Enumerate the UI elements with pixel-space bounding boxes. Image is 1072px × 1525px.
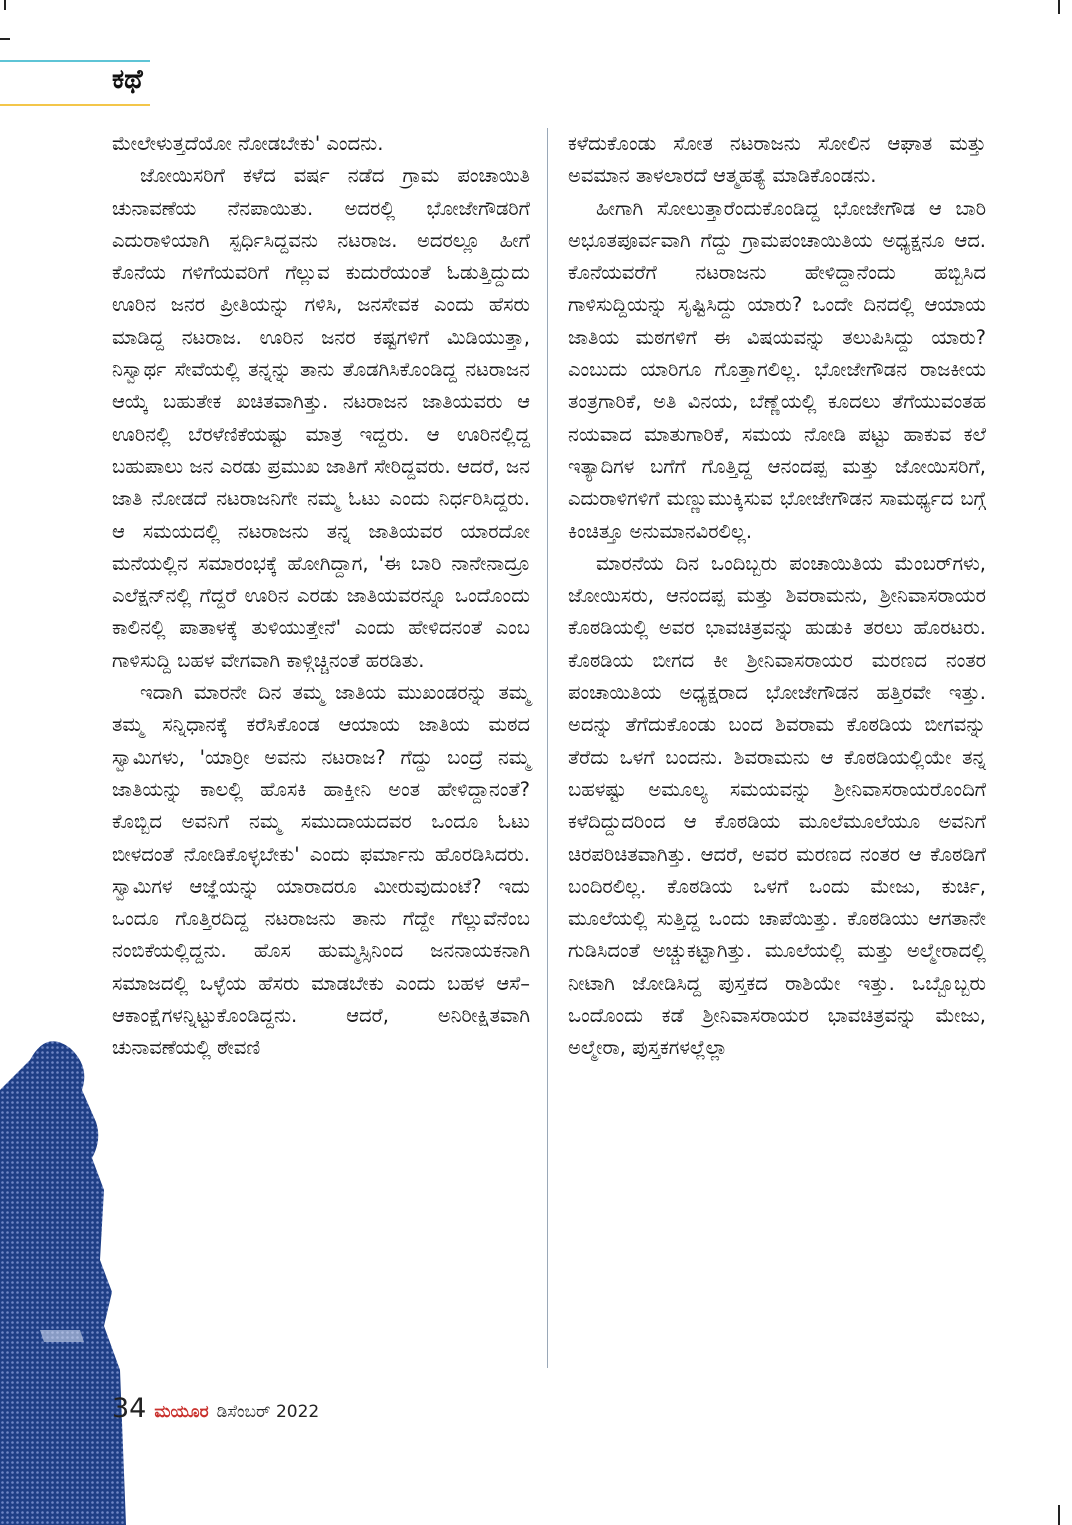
crop-mark-left xyxy=(0,38,10,40)
header-rule-yellow xyxy=(0,104,150,106)
article-column-right xyxy=(568,128,986,1065)
paragraph: ಮೇಲೇಳುತ್ತದೆಯೋ ನೋಡಬೇಕು' ಎಂದನು. xyxy=(112,132,384,155)
crop-mark-top-left xyxy=(4,0,6,10)
paragraph: ಕಳೆದುಕೊಂಡು ಸೋತ ನಟರಾಜನು ಸೋಲಿನ ಆಘಾತ ಮತ್ತು ಅವಮಾನ ತಾಳಲಾರದೆ ಆತ್ಮಹತ್ಯೆ ಮಾಡಿಕೊಂಡನು. xyxy=(568,132,986,188)
header-rule-cyan xyxy=(0,60,150,62)
article-column-left xyxy=(112,128,530,1065)
page-number: 34 xyxy=(112,1393,147,1424)
paragraph: ಹೀಗಾಗಿ ಸೋಲುತ್ತಾರೆಂದುಕೊಂಡಿದ್ದ ಭೋಜೇಗೌಡ ಆ ಬಾರಿ ಅಭೂತಪೂರ್ವವಾಗಿ ಗೆದ್ದು ಗ್ರಾಮಪಂಚಾಯಿತಿಯ ಅಧ್ಯಕ್ಷನೂ ಆದ. ಕೊನೆಯವರೆಗೆ ನಟರಾಜನು ಹೇಳಿದ್ದಾನೆಂದು ಹಬ್ಬಿಸಿದ ಗಾಳಿಸುದ್ದಿಯನ್ನು ಸೃಷ್ಟಿಸಿದ್ದು ಯಾರು? ಒಂದೇ ದಿನದಲ್ಲಿ ಆಯಾಯ ಜಾತಿಯ ಮಠಗಳಿಗೆ ಈ ವಿಷಯವನ್ನು ತಲುಪಿಸಿದ್ದು ಯಾರು? ಎಂಬುದು ಯಾರಿಗೂ ಗೊತ್ತಾಗಲಿಲ್ಲ. ಭೋಜೇಗೌಡನ ರಾಜಕೀಯ ತಂತ್ರಗಾರಿಕೆ, ಅತಿ ವಿನಯ, ಬೆಣ್ಣೆಯಲ್ಲಿ ಕೂದಲು ತೆಗೆಯುವಂತಹ ನಯವಾದ ಮಾತುಗಾರಿಕೆ, ಸಮಯ ನೋಡಿ ಪಟ್ಟು ಹಾಕುವ ಕಲೆ ಇತ್ಯಾದಿಗಳ ಬಗೆಗೆ ಗೊತ್ತಿದ್ದ ಆನಂದಪ್ಪ ಮತ್ತು ಜೋಯಿಸರಿಗೆ, ಎದುರಾಳಿಗಳಿಗೆ ಮಣ್ಣುಮುಕ್ಕಿಸುವ ಭೋಜೇಗೌಡನ ಸಾಮರ್ಥ್ಯದ ಬಗ್ಗೆ ಕಿಂಚಿತ್ತೂ ಅನುಮಾನವಿರಲಿಲ್ಲ. xyxy=(568,196,986,543)
magazine-name: ಮಯೂರ xyxy=(154,1402,209,1422)
crop-mark-top-right xyxy=(1058,0,1060,14)
figure-artwork xyxy=(0,1030,130,1525)
paragraph: ಜೋಯಿಸರಿಗೆ ಕಳೆದ ವರ್ಷ ನಡೆದ ಗ್ರಾಮ ಪಂಚಾಯಿತಿ ಚುನಾವಣೆಯ ನೆನಪಾಯಿತು. ಅದರಲ್ಲಿ ಭೋಜೇಗೌಡರಿಗೆ ಎದುರಾಳಿಯಾಗಿ ಸ್ಪರ್ಧಿಸಿದ್ದವನು ನಟರಾಜ. ಅದರಲ್ಲೂ ಹೀಗೆ ಕೊನೆಯ ಗಳಿಗೆಯವರಿಗೆ ಗೆಲ್ಲುವ ಕುದುರೆಯಂತೆ ಓಡುತ್ತಿದ್ದುದು ಊರಿನ ಜನರ ಪ್ರೀತಿಯನ್ನು ಗಳಿಸಿ, ಜನಸೇವಕ ಎಂದು ಹೆಸರು ಮಾಡಿದ್ದ ನಟರಾಜ. ಊರಿನ ಜನರ ಕಷ್ಟಗಳಿಗೆ ಮಿಡಿಯುತ್ತಾ, ನಿಸ್ವಾರ್ಥ ಸೇವೆಯಲ್ಲಿ ತನ್ನನ್ನು ತಾನು ತೊಡಗಿಸಿಕೊಂಡಿದ್ದ ನಟರಾಜನ ಆಯ್ಕೆ ಬಹುತೇಕ ಖಚಿತವಾಗಿತ್ತು. ನಟರಾಜನ ಜಾತಿಯವರು ಆ ಊರಿನಲ್ಲಿ ಬೆರಳೆಣಿಕೆಯಷ್ಟು ಮಾತ್ರ ಇದ್ದರು. ಆ ಊರಿನಲ್ಲಿದ್ದ ಬಹುಪಾಲು ಜನ ಎರಡು ಪ್ರಮುಖ ಜಾತಿಗೆ ಸೇರಿದ್ದವರು. ಆದರೆ, ಜನ ಜಾತಿ ನೋಡದೆ ನಟರಾಜನಿಗೇ ನಮ್ಮ ಓಟು ಎಂದು ನಿರ್ಧರಿಸಿದ್ದರು. ಆ ಸಮಯದಲ್ಲಿ ನಟರಾಜನು ತನ್ನ ಜಾತಿಯವರ ಯಾರದೋ ಮನೆಯಲ್ಲಿನ ಸಮಾರಂಭಕ್ಕೆ ಹೋಗಿದ್ದಾಗ, 'ಈ ಬಾರಿ ನಾನೇನಾದ್ರೂ ಎಲೆಕ್ಷನ್‌ನಲ್ಲಿ ಗೆದ್ದರೆ ಊರಿನ ಎರಡು ಜಾತಿಯವರನ್ನೂ ಒಂದೊಂದು ಕಾಲಿನಲ್ಲಿ ಪಾತಾಳಕ್ಕೆ ತುಳಿಯುತ್ತೇನೆ' ಎಂದು ಹೇಳಿದನಂತೆ ಎಂಬ ಗಾಳಿಸುದ್ದಿ ಬಹಳ ವೇಗವಾಗಿ ಕಾಳ್ಗಿಚ್ಚಿನಂತೆ ಹರಡಿತು. xyxy=(112,164,530,672)
section-label: ಕಥೆ xyxy=(112,64,143,95)
issue-date: ಡಿಸೆಂಬರ್ 2022 xyxy=(216,1402,320,1422)
paragraph: ಮಾರನೆಯ ದಿನ ಒಂದಿಬ್ಬರು ಪಂಚಾಯಿತಿಯ ಮೆಂಬರ್‌ಗಳು, ಜೋಯಿಸರು, ಆನಂದಪ್ಪ ಮತ್ತು ಶಿವರಾಮನು, ಶ್ರೀನಿವಾಸರಾಯರ ಕೊಠಡಿಯಲ್ಲಿ ಅವರ ಭಾವಚಿತ್ರವನ್ನು ಹುಡುಕಿ ತರಲು ಹೊರಟರು. ಕೊಠಡಿಯ ಬೀಗದ ಕೀ ಶ್ರೀನಿವಾಸರಾಯರ ಮರಣದ ನಂತರ ಪಂಚಾಯಿತಿಯ ಅಧ್ಯಕ್ಷರಾದ ಭೋಜೇಗೌಡನ ಹತ್ತಿರವೇ ಇತ್ತು. ಅದನ್ನು ತೆಗೆದುಕೊಂಡು ಬಂದ ಶಿವರಾಮ ಕೊಠಡಿಯ ಬೀಗವನ್ನು ತೆರೆದು ಒಳಗೆ ಬಂದನು. ಶಿವರಾಮನು ಆ ಕೊಠಡಿಯಲ್ಲಿಯೇ ತನ್ನ ಬಹಳಷ್ಟು ಅಮೂಲ್ಯ ಸಮಯವನ್ನು ಶ್ರೀನಿವಾಸರಾಯರೊಂದಿಗೆ ಕಳೆದಿದ್ದುದರಿಂದ ಆ ಕೊಠಡಿಯ ಮೂಲೆಮೂಲೆಯೂ ಅವನಿಗೆ ಚಿರಪರಿಚಿತವಾಗಿತ್ತು. ಆದರೆ, ಅವರ ಮರಣದ ನಂತರ ಆ ಕೊಠಡಿಗೆ ಬಂದಿರಲಿಲ್ಲ. ಕೊಠಡಿಯ ಒಳಗೆ ಒಂದು ಮೇಜು, ಕುರ್ಚಿ, ಮೂಲೆಯಲ್ಲಿ ಸುತ್ತಿದ್ದ ಒಂದು ಚಾಪೆಯಿತ್ತು. ಕೊಠಡಿಯು ಆಗತಾನೇ ಗುಡಿಸಿದಂತೆ ಅಚ್ಚುಕಟ್ಟಾಗಿತ್ತು. ಮೂಲೆಯಲ್ಲಿ ಮತ್ತು ಅಲ್ಮೇರಾದಲ್ಲಿ ನೀಟಾಗಿ ಜೋಡಿಸಿದ್ದ ಪುಸ್ತಕದ ರಾಶಿಯೇ ಇತ್ತು. ಒಬ್ಬೊಬ್ಬರು ಒಂದೊಂದು ಕಡೆ ಶ್ರೀನಿವಾಸರಾಯರ ಭಾವಚಿತ್ರವನ್ನು ಮೇಜು, ಅಲ್ಮೇರಾ, ಪುಸ್ತಕಗಳಲ್ಲೆಲ್ಲಾ xyxy=(568,551,986,1060)
column-divider xyxy=(547,128,548,1368)
paragraph: ಇದಾಗಿ ಮಾರನೇ ದಿನ ತಮ್ಮ ಜಾತಿಯ ಮುಖಂಡರನ್ನು ತಮ್ಮ ತಮ್ಮ ಸನ್ನಿಧಾನಕ್ಕೆ ಕರೆಸಿಕೊಂಡ ಆಯಾಯ ಜಾತಿಯ ಮಠದ ಸ್ವಾಮಿಗಳು, 'ಯಾರ್‍ರೀ ಅವನು ನಟರಾಜ? ಗೆದ್ದು ಬಂದ್ರೆ ನಮ್ಮ ಜಾತಿಯನ್ನು ಕಾಲಲ್ಲಿ ಹೊಸಕಿ ಹಾಕ್ತೀನಿ ಅಂತ ಹೇಳಿದ್ದಾನಂತೆ? ಕೊಬ್ಬಿದ ಅವನಿಗೆ ನಮ್ಮ ಸಮುದಾಯದವರ ಒಂದೂ ಓಟು ಬೀಳದಂತೆ ನೋಡಿಕೊಳ್ಳಬೇಕು' ಎಂದು ಫರ್ಮಾನು ಹೊರಡಿಸಿದರು. ಸ್ವಾಮಿಗಳ ಆಜ್ಞೆಯನ್ನು ಯಾರಾದರೂ ಮೀರುವುದುಂಟೆ? ಇದು ಒಂದೂ ಗೊತ್ತಿರದಿದ್ದ ನಟರಾಜನು ತಾನು ಗೆದ್ದೇ ಗೆಲ್ಲುವೆನೆಂಬ ನಂಬಿಕೆಯಲ್ಲಿದ್ದನು. ಹೊಸ ಹುಮ್ಮಸ್ಸಿನಿಂದ ಜನನಾಯಕನಾಗಿ ಸಮಾಜದಲ್ಲಿ ಒಳ್ಳೆಯ ಹೆಸರು ಮಾಡಬೇಕು ಎಂದು ಬಹಳ ಆಸೆ–ಆಕಾಂಕ್ಷೆಗಳನ್ನಿಟ್ಟುಕೊಂಡಿದ್ದನು. ಆದರೆ, ಅನಿರೀಕ್ಷಿತವಾಗಿ ಚುನಾವಣೆಯಲ್ಲಿ ಠೇವಣಿ xyxy=(112,681,530,1060)
crop-mark-bottom-right xyxy=(1058,1505,1060,1525)
page-footer xyxy=(112,1393,319,1429)
